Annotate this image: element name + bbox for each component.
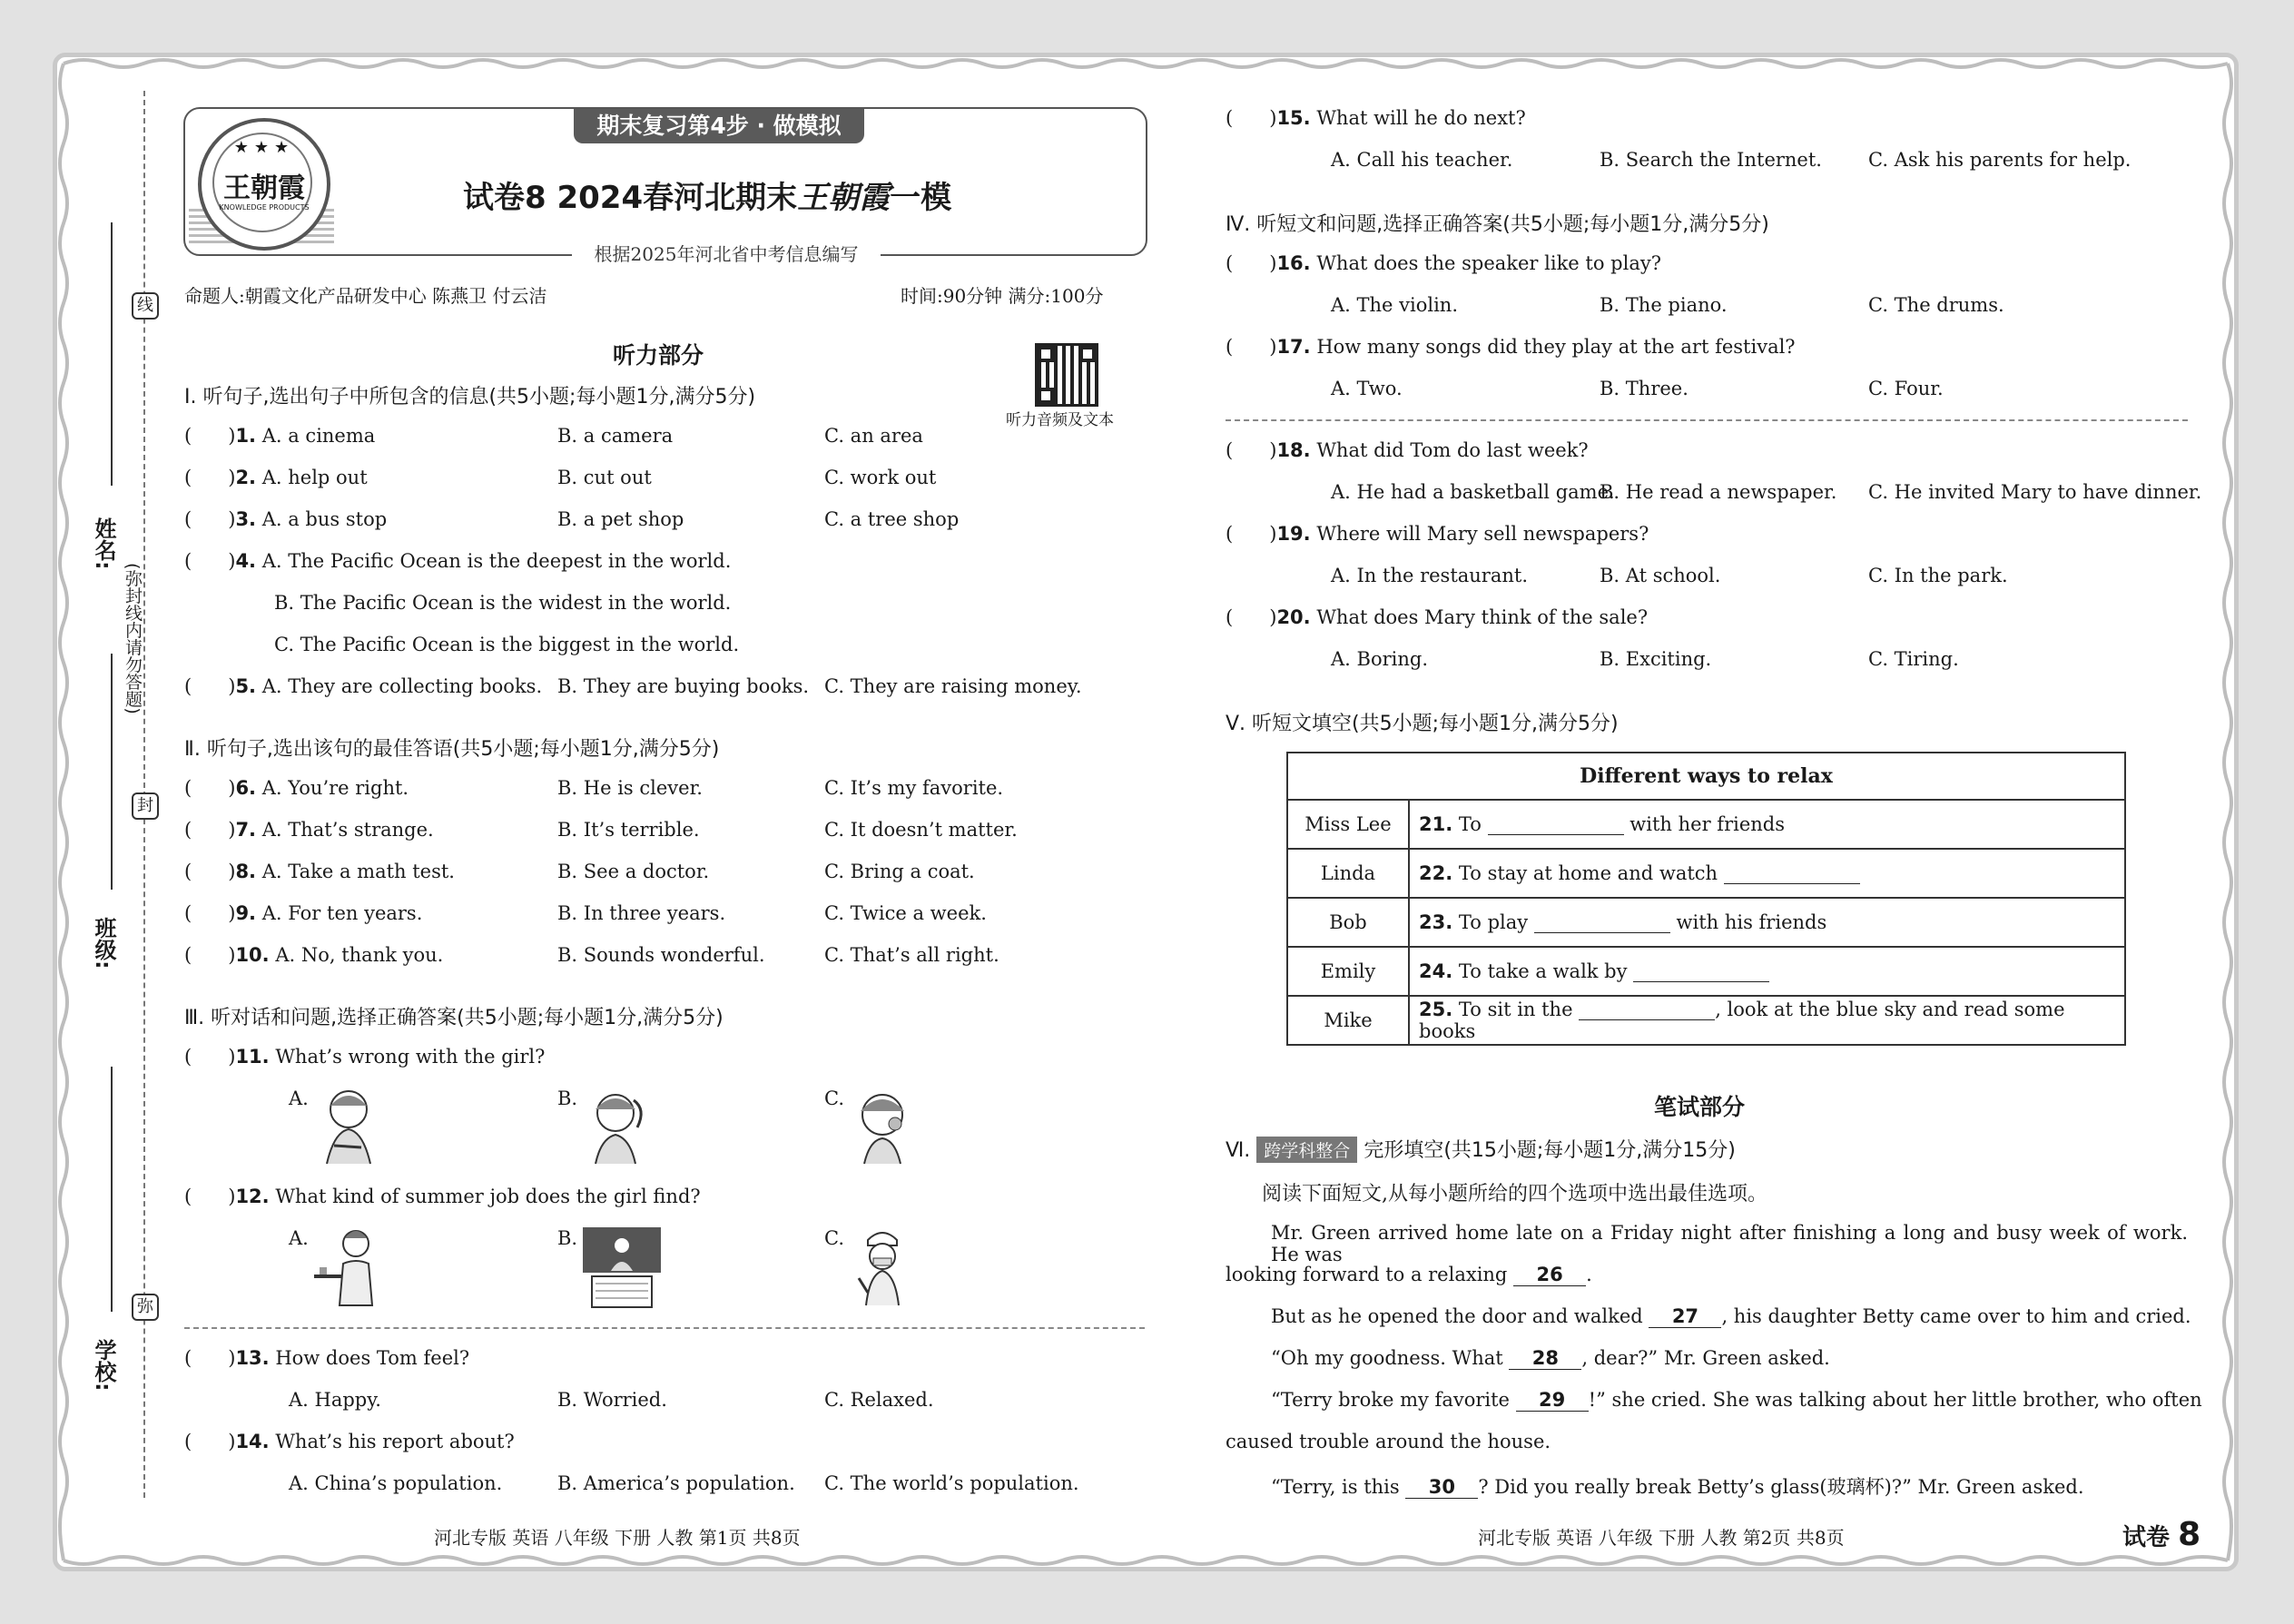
title-brand: 王朝霞 xyxy=(797,180,891,216)
row-content: 23. To play with his friends xyxy=(1409,898,2125,947)
q10-option-c[interactable]: C. That’s all right. xyxy=(824,944,999,966)
q4-row: ( )4. A. The Pacific Ocean is the deepest in the world. xyxy=(184,550,732,572)
logo-text: 王朝霞 xyxy=(223,172,305,204)
blank-30[interactable]: 30 xyxy=(1405,1476,1478,1499)
q17-option-a[interactable]: A. Two. xyxy=(1331,378,1403,399)
page-title: 试卷8 2024春河北期末王朝霞一模 xyxy=(463,180,952,216)
row-name: Miss Lee xyxy=(1287,800,1409,849)
q18-row: ( )18. What did Tom do last week? xyxy=(1226,439,1589,461)
girl-toothache-icon xyxy=(841,1082,924,1166)
q8-option-b[interactable]: B. See a doctor. xyxy=(557,861,710,882)
nurse-icon xyxy=(841,1224,924,1307)
logo-seal: 王朝霞 ★★★ KNOWLEDGE PRODUCTS xyxy=(198,118,330,251)
q10-row: ( )10. A. No, thank you. xyxy=(184,944,444,966)
blank-21[interactable] xyxy=(1488,816,1624,835)
divider-right xyxy=(1226,419,2188,421)
q19-row: ( )19. Where will Mary sell newspapers? xyxy=(1226,523,1649,545)
q7-row: ( )7. A. That’s strange. xyxy=(184,819,434,841)
q19-option-c[interactable]: C. In the park. xyxy=(1868,565,2008,586)
section6-heading-row: Ⅵ. 跨学科整合 完形填空(共15小题;每小题1分,满分15分) xyxy=(1226,1135,1736,1163)
q16-row: ( )16. What does the speaker like to play? xyxy=(1226,252,1661,274)
q12-row: ( )12. What kind of summer job does the girl find? xyxy=(184,1186,701,1207)
authors: 命题人:朝霞文化产品研发中心 陈燕卫 付云洁 xyxy=(184,285,547,307)
qr-caption: 听力音频及文本 xyxy=(1006,411,1114,429)
q19-option-b[interactable]: B. At school. xyxy=(1600,565,1721,586)
q2-option-b[interactable]: B. cut out xyxy=(557,467,652,488)
q13-option-a[interactable]: A. Happy. xyxy=(289,1389,381,1411)
row-content: 21. To with her friends xyxy=(1409,800,2125,849)
q6-option-c[interactable]: C. It’s my favorite. xyxy=(824,777,1004,799)
q3-option-c[interactable]: C. a tree shop xyxy=(824,508,960,530)
blank-23[interactable] xyxy=(1534,914,1670,933)
passage-line-1: Mr. Green arrived home late on a Friday night after finishing a long and busy week of work. He was xyxy=(1271,1222,2188,1265)
q14-row: ( )14. What’s his report about? xyxy=(184,1431,515,1452)
blank-29[interactable]: 29 xyxy=(1516,1389,1589,1412)
relax-table xyxy=(1286,752,2126,1046)
instruction: 阅读下面短文,从每小题所给的四个选项中选出最佳选项。 xyxy=(1262,1183,1767,1206)
passage-line-2: looking forward to a relaxing 26 . xyxy=(1226,1264,1592,1285)
name-label: 姓名: xyxy=(91,517,116,570)
girl-headache-icon xyxy=(574,1082,657,1166)
blank-22[interactable] xyxy=(1724,865,1860,884)
mark-xian: 线 xyxy=(132,292,159,320)
q7-option-b[interactable]: B. It’s terrible. xyxy=(557,819,700,841)
section4-heading: Ⅳ. 听短文和问题,选择正确答案(共5小题;每小题1分,满分5分) xyxy=(1226,213,1769,236)
q8-option-c[interactable]: C. Bring a coat. xyxy=(824,861,975,882)
table-row xyxy=(1287,947,2125,996)
q16-option-b[interactable]: B. The piano. xyxy=(1600,294,1728,316)
passage-line-7: “Terry, is this 30 ? Did you really break Betty’s glass(玻璃杯)?” Mr. Green asked. xyxy=(1271,1476,2084,1498)
q18-option-a[interactable]: A. He had a basketball game. xyxy=(1331,481,1615,503)
writing-heading: 笔试部分 xyxy=(1654,1094,1746,1120)
q9-row: ( )9. A. For ten years. xyxy=(184,902,423,924)
time-score: 时间:90分钟 满分:100分 xyxy=(901,285,1104,307)
footer-left: 河北专版 英语 八年级 下册 人教 第1页 共8页 xyxy=(434,1527,801,1549)
q4-option-c[interactable]: C. The Pacific Ocean is the biggest in the world. xyxy=(274,634,740,655)
step-banner: 期末复习第4步 · 做模拟 xyxy=(574,109,864,143)
table-row xyxy=(1287,800,2125,849)
mark-mi: 弥 xyxy=(132,1294,159,1321)
table-row xyxy=(1287,996,2125,1045)
q11-row: ( )11. What’s wrong with the girl? xyxy=(184,1046,546,1068)
logo-subtext: KNOWLEDGE PRODUCTS xyxy=(219,203,310,212)
girl-stomachache-icon xyxy=(307,1082,390,1166)
blank-28[interactable]: 28 xyxy=(1509,1347,1581,1370)
class-field-line[interactable] xyxy=(111,654,113,890)
blank-25[interactable] xyxy=(1579,1001,1715,1020)
seal-note: (弥封线内请勿答题) xyxy=(123,563,143,714)
q13-row: ( )13. How does Tom feel? xyxy=(184,1347,470,1369)
q20-option-c[interactable]: C. Tiring. xyxy=(1868,648,1959,670)
q18-option-b[interactable]: B. He read a newspaper. xyxy=(1600,481,1837,503)
q15-option-c[interactable]: C. Ask his parents for help. xyxy=(1868,149,2132,171)
table-row xyxy=(1287,849,2125,898)
passage-line-5: “Terry broke my favorite 29 !” she cried. She was talking about her little brother, who often xyxy=(1271,1389,2202,1411)
q3-row: ( )3. A. a bus stop xyxy=(184,508,388,530)
section1-heading: Ⅰ. 听句子,选出句子中所包含的信息(共5小题;每小题1分,满分5分) xyxy=(184,386,756,408)
blank-27[interactable]: 27 xyxy=(1649,1305,1721,1328)
footer-right: 河北专版 英语 八年级 下册 人教 第2页 共8页 xyxy=(1478,1527,1845,1549)
q8-row: ( )8. A. Take a math test. xyxy=(184,861,455,882)
q18-option-c[interactable]: C. He invited Mary to have dinner. xyxy=(1868,481,2202,503)
q6-option-b[interactable]: B. He is clever. xyxy=(557,777,703,799)
row-name: Bob xyxy=(1287,898,1409,947)
passage-line-3: But as he opened the door and walked 27 , his daughter Betty came over to him and cried. xyxy=(1271,1305,2191,1327)
q14-option-c[interactable]: C. The world’s population. xyxy=(824,1472,1079,1494)
q12-option-a[interactable]: A. xyxy=(289,1227,309,1249)
paper-label: 试卷 8 xyxy=(2122,1516,2201,1553)
q14-option-a[interactable]: A. China’s population. xyxy=(289,1472,503,1494)
q16-option-a[interactable]: A. The violin. xyxy=(1331,294,1459,316)
passage-line-6: caused trouble around the house. xyxy=(1226,1431,1551,1452)
q1-option-c[interactable]: C. an area xyxy=(824,425,923,447)
q12-option-c[interactable]: C. xyxy=(824,1227,844,1249)
q5-row: ( )5. A. They are collecting books. xyxy=(184,675,543,697)
q13-option-c[interactable]: C. Relaxed. xyxy=(824,1389,934,1411)
q20-option-a[interactable]: A. Boring. xyxy=(1331,648,1428,670)
q12-option-b[interactable]: B. xyxy=(557,1227,578,1249)
row-content: 24. To take a walk by xyxy=(1409,947,2125,996)
divider xyxy=(184,1327,1145,1329)
section3-heading: Ⅲ. 听对话和问题,选择正确答案(共5小题;每小题1分,满分5分) xyxy=(184,1007,724,1029)
passage-line-4: “Oh my goodness. What 28 , dear?” Mr. Green asked. xyxy=(1271,1347,1830,1369)
q11-option-c[interactable]: C. xyxy=(824,1088,844,1109)
q3-option-b[interactable]: B. a pet shop xyxy=(557,508,684,530)
table-title: Different ways to relax xyxy=(1287,753,2125,800)
q15-row: ( )15. What will he do next? xyxy=(1226,107,1526,129)
q11-option-b[interactable]: B. xyxy=(557,1088,578,1109)
q10-option-b[interactable]: B. Sounds wonderful. xyxy=(557,944,765,966)
q9-option-b[interactable]: B. In three years. xyxy=(557,902,726,924)
q14-option-b[interactable]: B. America’s population. xyxy=(557,1472,795,1494)
school-label: 学校: xyxy=(91,1339,116,1392)
q20-option-b[interactable]: B. Exciting. xyxy=(1600,648,1712,670)
q20-row: ( )20. What does Mary think of the sale? xyxy=(1226,606,1649,628)
school-field-line[interactable] xyxy=(111,1067,113,1312)
row-content: 25. To sit in the , look at the blue sky and read some books xyxy=(1409,996,2125,1045)
q7-option-c[interactable]: C. It doesn’t matter. xyxy=(824,819,1018,841)
row-content: 22. To stay at home and watch xyxy=(1409,849,2125,898)
row-name: Mike xyxy=(1287,996,1409,1045)
class-label: 班级: xyxy=(91,917,116,969)
q17-option-b[interactable]: B. Three. xyxy=(1600,378,1689,399)
q9-option-c[interactable]: C. Twice a week. xyxy=(824,902,987,924)
blank-26[interactable]: 26 xyxy=(1513,1264,1586,1286)
q15-option-a[interactable]: A. Call his teacher. xyxy=(1331,149,1513,171)
q5-option-c[interactable]: C. They are raising money. xyxy=(824,675,1082,697)
q6-row: ( )6. A. You’re right. xyxy=(184,777,409,799)
q15-option-b[interactable]: B. Search the Internet. xyxy=(1600,149,1822,171)
table-row xyxy=(1287,898,2125,947)
q19-option-a[interactable]: A. In the restaurant. xyxy=(1331,565,1529,586)
listening-heading: 听力部分 xyxy=(613,342,704,369)
q11-option-a[interactable]: A. xyxy=(289,1088,309,1109)
q16-option-c[interactable]: C. The drums. xyxy=(1868,294,2004,316)
blank-24[interactable] xyxy=(1633,963,1769,982)
row-name: Linda xyxy=(1287,849,1409,898)
section5-heading: Ⅴ. 听短文填空(共5小题;每小题1分,满分5分) xyxy=(1226,713,1619,735)
q1-row: ( )1. A. a cinema xyxy=(184,425,376,447)
qr-code[interactable] xyxy=(1035,343,1098,407)
cross-subject-tag: 跨学科整合 xyxy=(1256,1137,1357,1163)
tv-host-icon xyxy=(581,1225,663,1309)
q2-option-c[interactable]: C. work out xyxy=(824,467,937,488)
subtitle: 根据2025年河北省中考信息编写 xyxy=(572,240,881,261)
q17-option-c[interactable]: C. Four. xyxy=(1868,378,1944,399)
q13-option-b[interactable]: B. Worried. xyxy=(557,1389,667,1411)
mark-feng: 封 xyxy=(132,792,159,820)
q4-option-b[interactable]: B. The Pacific Ocean is the widest in the world. xyxy=(274,592,732,614)
name-field-line[interactable] xyxy=(111,222,113,486)
q1-option-b[interactable]: B. a camera xyxy=(557,425,674,447)
section2-heading: Ⅱ. 听句子,选出该句的最佳答语(共5小题;每小题1分,满分5分) xyxy=(184,738,720,761)
row-name: Emily xyxy=(1287,947,1409,996)
q5-option-b[interactable]: B. They are buying books. xyxy=(557,675,810,697)
q2-row: ( )2. A. help out xyxy=(184,467,368,488)
q17-row: ( )17. How many songs did they play at the art festival? xyxy=(1226,336,1796,358)
waitress-icon xyxy=(309,1224,392,1307)
